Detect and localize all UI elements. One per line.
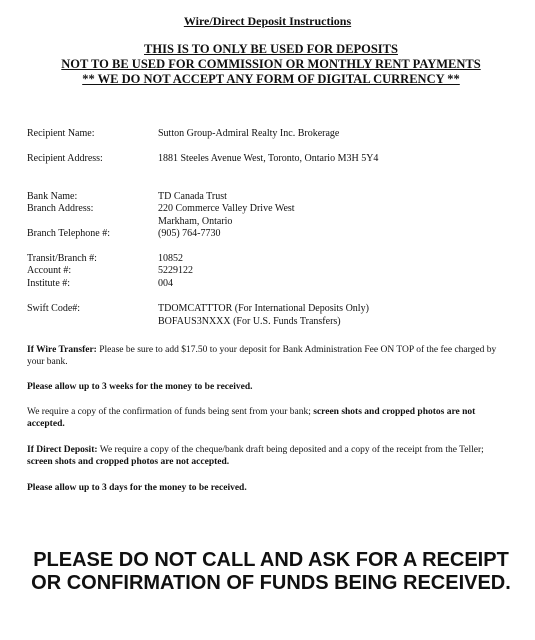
swift-code-international: TDOMCATTTOR (For International Deposits Only) bbox=[158, 303, 369, 314]
bank-name-label: Bank Name: bbox=[27, 191, 78, 202]
copy-requirement-text: We require a copy of the confirmation of funds being sent from your bank; bbox=[27, 407, 314, 417]
transit-value: 10852 bbox=[158, 253, 183, 264]
wire-transfer-text: Please be sure to add $17.50 to your deposit for Bank Administration Fee ON TOP of the fee charged by your bank. bbox=[27, 345, 497, 367]
warning-no-commission-rent: NOT TO BE USED FOR COMMISSION OR MONTHLY RENT PAYMENTS bbox=[61, 57, 481, 71]
closing-line-2: OR CONFIRMATION OF FUNDS BEING RECEIVED. bbox=[31, 572, 511, 594]
direct-deposit-bold: screen shots and cropped photos are not accepted. bbox=[27, 457, 230, 467]
warning-deposits-only: THIS IS TO ONLY BE USED FOR DEPOSITS bbox=[144, 42, 398, 56]
account-label: Account #: bbox=[27, 265, 72, 276]
wire-transfer-paragraph bbox=[27, 344, 511, 368]
warning-no-digital-currency: ** WE DO NOT ACCEPT ANY FORM OF DIGITAL CURRENCY ** bbox=[82, 72, 460, 86]
copy-requirement-paragraph bbox=[27, 406, 511, 430]
recipient-name-label: Recipient Name: bbox=[27, 128, 95, 139]
account-value: 5229122 bbox=[158, 265, 193, 276]
wire-time-text: Please allow up to 3 weeks for the money to be received. bbox=[27, 382, 253, 392]
branch-address-label: Branch Address: bbox=[27, 203, 94, 214]
swift-code-label: Swift Code#: bbox=[27, 303, 81, 314]
recipient-name-value: Sutton Group-Admiral Realty Inc. Brokerage bbox=[158, 128, 340, 139]
wire-transfer-lead: If Wire Transfer: bbox=[27, 345, 97, 355]
transit-label: Transit/Branch #: bbox=[27, 253, 97, 264]
document-title: Wire/Direct Deposit Instructions bbox=[183, 14, 352, 28]
bank-name-value: TD Canada Trust bbox=[158, 191, 227, 202]
institute-label: Institute #: bbox=[27, 278, 71, 289]
branch-address-line1: 220 Commerce Valley Drive West bbox=[158, 203, 295, 214]
branch-telephone-value: (905) 764-7730 bbox=[158, 228, 221, 239]
direct-deposit-paragraph bbox=[27, 444, 511, 468]
direct-time-text: Please allow up to 3 days for the money to be received. bbox=[27, 483, 247, 493]
closing-line-1: PLEASE DO NOT CALL AND ASK FOR A RECEIPT bbox=[33, 549, 509, 571]
swift-code-us: BOFAUS3NXXX (For U.S. Funds Transfers) bbox=[158, 316, 341, 327]
recipient-address-value: 1881 Steeles Avenue West, Toronto, Ontario M3H 5Y4 bbox=[158, 153, 379, 164]
direct-time-paragraph bbox=[27, 482, 511, 494]
direct-deposit-lead: If Direct Deposit: bbox=[27, 445, 98, 455]
direct-deposit-text: We require a copy of the cheque/bank draft being deposited and a copy of the receipt from the Teller; bbox=[97, 445, 484, 455]
copy-requirement-bold: screen shots and cropped photos are not accepted. bbox=[27, 407, 476, 429]
recipient-address-label: Recipient Address: bbox=[27, 153, 103, 164]
wire-time-paragraph bbox=[27, 381, 511, 393]
branch-address-line2: Markham, Ontario bbox=[158, 216, 233, 227]
institute-value: 004 bbox=[158, 278, 173, 289]
branch-telephone-label: Branch Telephone #: bbox=[27, 228, 110, 239]
